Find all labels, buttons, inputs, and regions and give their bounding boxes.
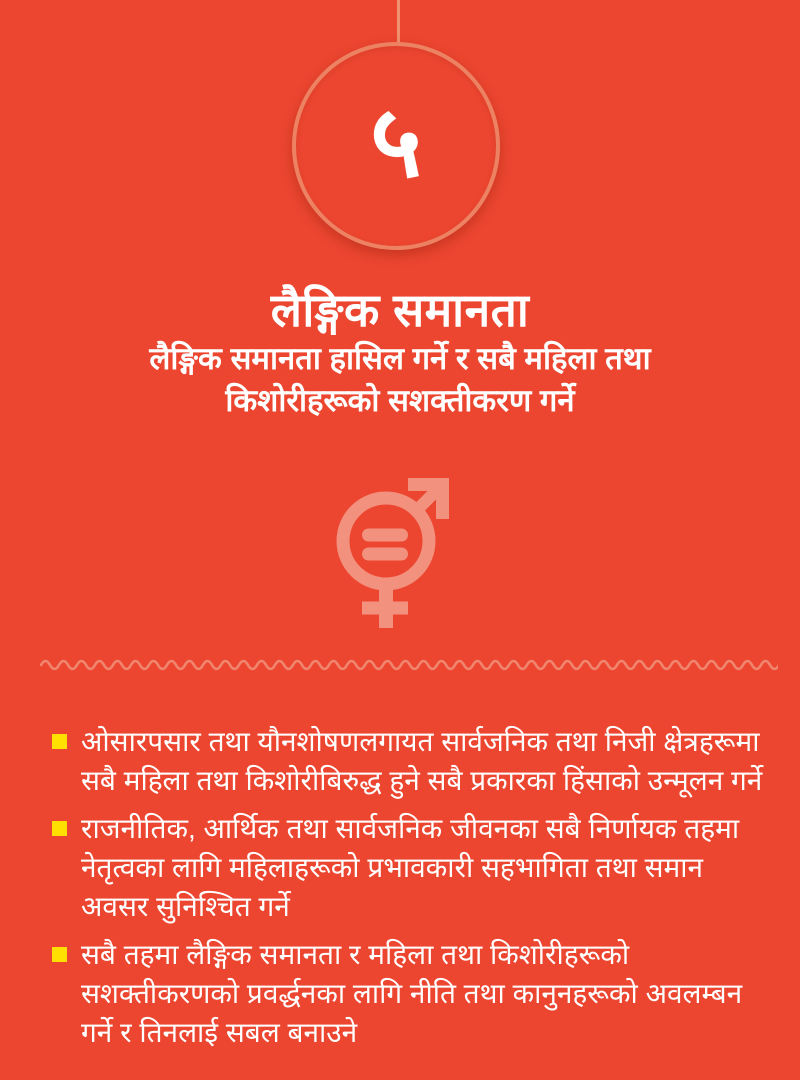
bullet-item: [52, 809, 764, 926]
equals-bar-bottom: [362, 548, 408, 561]
bullet-item: [52, 935, 764, 1052]
goal-number-circle: [292, 42, 500, 250]
wavy-divider: [40, 656, 778, 674]
bullet-text: ओसारपसार तथा यौनशोषणलगायत सार्वजनिक तथा निजी क्षेत्रहरूमा सबै महिला तथा किशोरीबिरुद्ध हुने सबै प्रकारका हिंसाको उन्मूलन गर्ने: [81, 726, 763, 796]
gender-equality-icon: [326, 468, 456, 638]
yellow-square-bullet-icon: [52, 734, 67, 749]
wavy-divider-path: [41, 661, 778, 669]
subtitle-line-2: किशोरीहरूको सशक्तीकरण गर्ने: [225, 383, 575, 418]
bullet-item: [52, 722, 764, 800]
yellow-square-bullet-icon: [52, 947, 67, 962]
female-cross-horizontal: [362, 602, 408, 615]
goal-subtitle: [0, 338, 800, 422]
equals-bar-top: [362, 529, 408, 542]
page-title: लैङ्गिक समानता: [270, 284, 530, 336]
subtitle-line-1: लैङ्गिक समानता हासिल गर्ने र सबै महिला तथा: [149, 341, 651, 376]
yellow-square-bullet-icon: [52, 821, 67, 836]
goal-number: ५: [370, 86, 422, 198]
bullet-list: [52, 722, 764, 1061]
hanging-string: [397, 0, 400, 46]
bullet-text: राजनीतिक, आर्थिक तथा सार्वजनिक जीवनका सबै निर्णायक तहमा नेतृत्वका लागि महिलाहरूको प्रभावकारी सहभागिता तथा समान अवसर सुनिश्चित गर्ने: [81, 813, 740, 922]
bullet-text: सबै तहमा लैङ्गिक समानता र महिला तथा किशोरीहरूको सशक्तीकरणको प्रवर्द्धनका लागि नीति तथा कानुनहरूको अवलम्बन गर्ने र तिनलाई सबल बनाउने: [81, 939, 743, 1048]
